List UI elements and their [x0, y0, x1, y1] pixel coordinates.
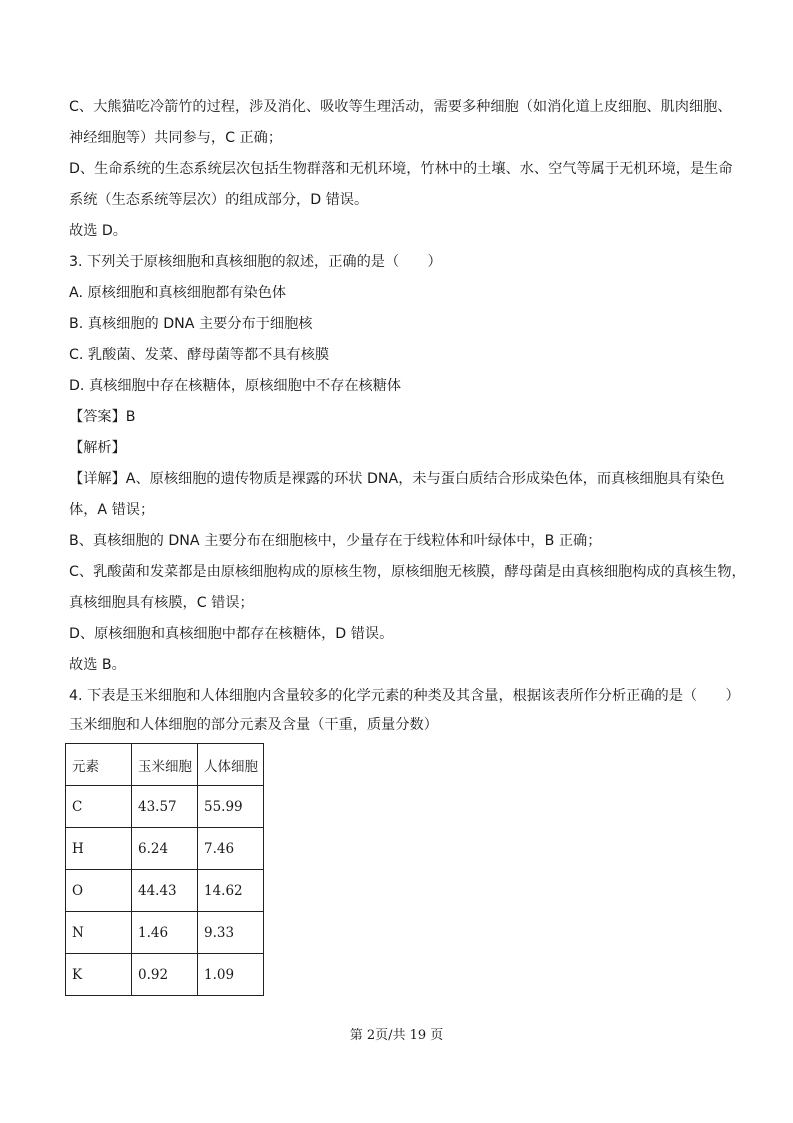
text-line: C、大熊猫吃冷箭竹的过程，涉及消化、吸收等生理活动，需要多种细胞（如消化道上皮细胞、肌肉细胞、 [69, 99, 732, 115]
table-header-cell: 人体细胞 [198, 744, 264, 786]
table-row [66, 828, 264, 870]
table-cell: H [66, 828, 132, 870]
table-header-cell: 元素 [66, 744, 132, 786]
table-row [66, 786, 264, 828]
table-cell: 0.92 [132, 954, 198, 996]
text-line: 体，A 错误； [69, 502, 155, 518]
text-line: 【详解】A、原核细胞的遗传物质是裸露的环状 DNA，未与蛋白质结合形成染色体，而真核细胞具有染色 [69, 471, 725, 487]
text-line: C、乳酸菌和发菜都是由原核细胞构成的原核生物，原核细胞无核膜，酵母菌是由真核细胞构成的真核生物， [69, 564, 746, 580]
option-a: A. 原核细胞和真核细胞都有染色体 [69, 285, 287, 301]
table-cell: 7.46 [198, 828, 264, 870]
table-cell: 43.57 [132, 786, 198, 828]
table-cell: O [66, 870, 132, 912]
table-cell: 14.62 [198, 870, 264, 912]
text-line: D、生命系统的生态系统层次包括生物群落和无机环境，竹林中的土壤、水、空气等属于无机环境，是生命 [69, 161, 733, 177]
text-line: B、真核细胞的 DNA 主要分布在细胞核中，少量存在于线粒体和叶绿体中，B 正确； [69, 533, 602, 549]
table-cell: 44.43 [132, 870, 198, 912]
text-line: 真核细胞具有核膜，C 错误； [69, 595, 254, 611]
table-header-row [66, 744, 264, 786]
table-row [66, 954, 264, 996]
option-b: B. 真核细胞的 DNA 主要分布于细胞核 [69, 316, 313, 332]
table-caption: 玉米细胞和人体细胞的部分元素及含量（干重，质量分数） [69, 717, 438, 733]
table-cell: 6.24 [132, 828, 198, 870]
table-header-cell: 玉米细胞 [132, 744, 198, 786]
answer-label: 【答案】B [69, 409, 136, 425]
question-4-stem: 4. 下表是玉米细胞和人体细胞内含量较多的化学元素的种类及其含量，根据该表所作分析正确的是（ ） [69, 688, 740, 704]
element-content-table [65, 743, 264, 996]
page-number-footer: 第 2页/共 19 页 [349, 1028, 444, 1043]
text-line: 神经细胞等）共同参与，C 正确； [69, 130, 283, 146]
table-cell: 9.33 [198, 912, 264, 954]
text-line: 故选 D。 [69, 223, 127, 239]
question-3-stem: 3. 下列关于原核细胞和真核细胞的叙述，正确的是（ ） [69, 254, 442, 270]
option-c: C. 乳酸菌、发菜、酵母菌等都不具有核膜 [69, 347, 330, 363]
document-body [69, 92, 746, 739]
table-cell: C [66, 786, 132, 828]
table-row [66, 912, 264, 954]
table-cell: N [66, 912, 132, 954]
option-d: D. 真核细胞中存在核糖体，原核细胞中不存在核糖体 [69, 378, 402, 394]
table-cell: K [66, 954, 132, 996]
table-cell: 1.09 [198, 954, 264, 996]
table-cell: 55.99 [198, 786, 264, 828]
text-line: 故选 B。 [69, 657, 126, 673]
analysis-label: 【解析】 [69, 440, 126, 456]
text-line: D、原核细胞和真核细胞中都存在核糖体，D 错误。 [69, 626, 394, 642]
table-row [66, 870, 264, 912]
text-line: 系统（生态系统等层次）的组成部分，D 错误。 [69, 192, 369, 208]
table-cell: 1.46 [132, 912, 198, 954]
